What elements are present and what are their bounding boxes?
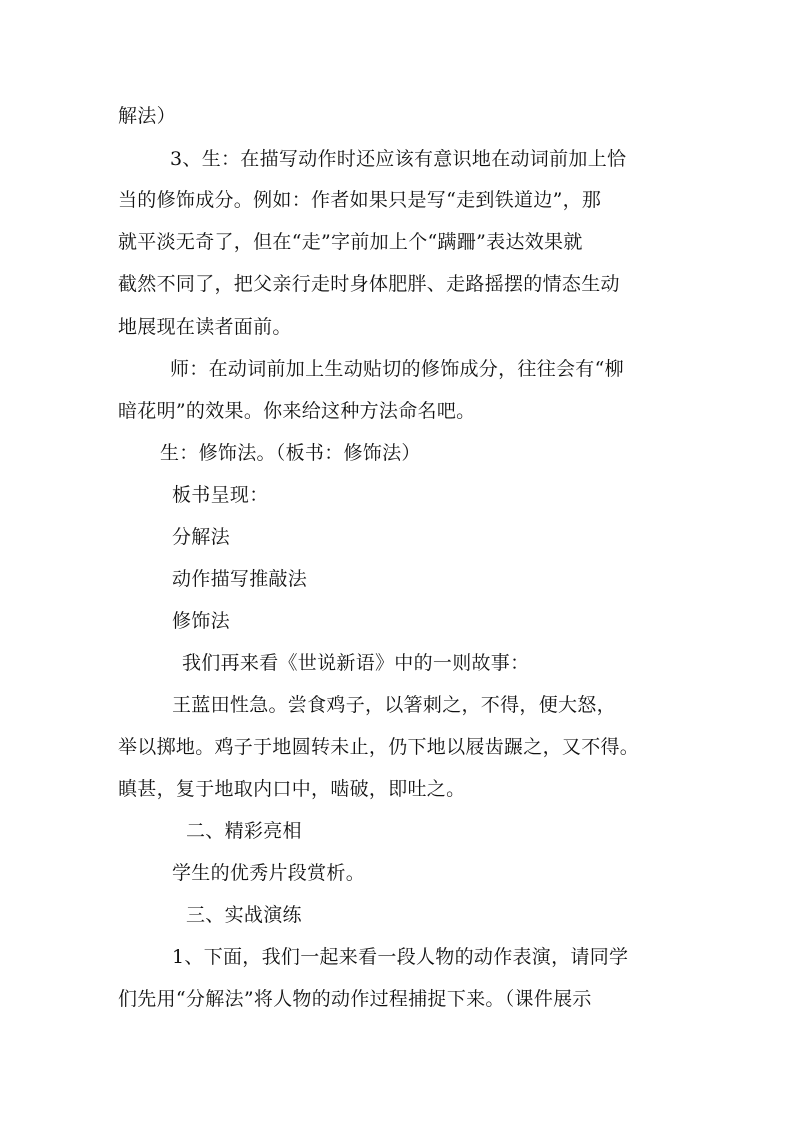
board-summary-heading: 板书呈现： xyxy=(172,484,269,506)
section-heading-highlights: 二、精彩亮相 xyxy=(186,820,302,842)
paragraph-student-naming: 生：修饰法。（板书：修饰法） xyxy=(160,442,421,464)
text-line: 就平淡无奇了，但在“走”字前加上个“蹒跚”表达效果就 xyxy=(118,231,583,253)
story-intro: 我们再来看《世说新语》中的一则故事： xyxy=(182,652,530,674)
paragraph-student-answer-3: 3、生：在描写动作时还应该有意识地在动词前加上恰 xyxy=(170,148,627,170)
text-line: 们先用“分解法”将人物的动作过程捕捉下来。（课件展示 xyxy=(118,988,592,1010)
story-text: 王蓝田性急。尝食鸡子，以箸刺之，不得，便大怒， xyxy=(172,694,616,716)
text-line-fragment-end: 解法） xyxy=(118,105,176,127)
section-body-highlights: 学生的优秀片段赏析。 xyxy=(172,862,366,884)
text-line: 暗花明”的效果。你来给这种方法命名吧。 xyxy=(118,400,476,422)
practice-item-1: 1、下面，我们一起来看一段人物的动作表演，请同学 xyxy=(172,946,629,968)
story-text: 举以掷地。鸡子于地圆转未止，仍下地以屐齿蹍之，又不得。 xyxy=(118,736,640,758)
text-line: 截然不同了，把父亲行走时身体肥胖、走路摇摆的情态生动 xyxy=(118,273,620,295)
story-text: 瞋甚，复于地取内口中，啮破，即吐之。 xyxy=(118,778,466,800)
paragraph-teacher-remark: 师：在动词前加上生动贴切的修饰成分，往往会有“柳 xyxy=(170,358,624,380)
board-item-decomposition: 分解法 xyxy=(172,526,230,548)
text-line: 地展现在读者面前。 xyxy=(118,316,292,338)
text-line: 当的修饰成分。例如：作者如果只是写“走到铁道边”，那 xyxy=(118,189,602,211)
board-item-modifier: 修饰法 xyxy=(172,610,230,632)
section-heading-practice: 三、实战演练 xyxy=(186,904,302,926)
board-item-refinement: 动作描写推敲法 xyxy=(172,568,308,590)
